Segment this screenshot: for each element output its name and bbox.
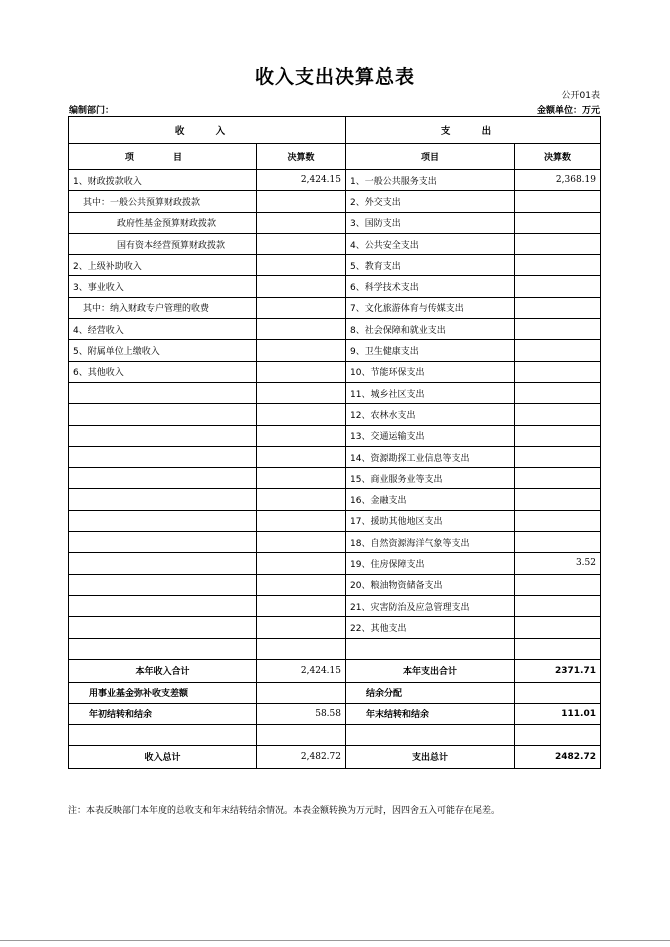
expense-item-cell: 1、一般公共服务支出 bbox=[346, 170, 515, 191]
table-row bbox=[69, 255, 601, 276]
expense-item-cell: 7、文化旅游体育与传媒支出 bbox=[346, 297, 515, 318]
expense-amount-cell bbox=[515, 340, 601, 361]
income-amount-cell bbox=[257, 276, 346, 297]
table-row bbox=[69, 532, 601, 553]
table-row bbox=[69, 170, 601, 191]
income-amount-cell bbox=[257, 425, 346, 446]
income-amount-cell bbox=[257, 617, 346, 638]
table-row bbox=[69, 446, 601, 467]
expense-item-cell: 20、粮油物资储备支出 bbox=[346, 574, 515, 595]
income-amount-cell bbox=[257, 340, 346, 361]
income-item-cell: 4、经营收入 bbox=[69, 319, 257, 340]
expense-amount-cell bbox=[515, 574, 601, 595]
table-row bbox=[69, 595, 601, 616]
income-amount-cell bbox=[257, 191, 346, 212]
expense-year-total-label: 本年支出合计 bbox=[346, 659, 515, 682]
table-row bbox=[69, 361, 601, 382]
expense-item-cell: 3、国防支出 bbox=[346, 212, 515, 233]
expense-amount-cell bbox=[515, 425, 601, 446]
income-item-cell bbox=[69, 510, 257, 531]
income-expense-table bbox=[68, 116, 601, 769]
income-item-cell: 1、财政拨款收入 bbox=[69, 170, 257, 191]
income-amount-cell bbox=[257, 255, 346, 276]
surplus-value bbox=[515, 682, 601, 703]
grand-total-row bbox=[69, 745, 601, 768]
income-grand-total-value: 2,482.72 bbox=[257, 745, 346, 768]
income-item-cell bbox=[69, 468, 257, 489]
expense-amount-cell bbox=[515, 191, 601, 212]
income-amount-header: 决算数 bbox=[257, 144, 346, 170]
income-year-total-label: 本年收入合计 bbox=[69, 659, 257, 682]
table-row bbox=[69, 276, 601, 297]
income-item-cell bbox=[69, 595, 257, 616]
expense-item-cell: 17、援助其他地区支出 bbox=[346, 510, 515, 531]
income-year-total-value: 2,424.15 bbox=[257, 659, 346, 682]
income-amount-cell bbox=[257, 595, 346, 616]
expense-item-cell: 14、资源勘探工业信息等支出 bbox=[346, 446, 515, 467]
table-row bbox=[69, 510, 601, 531]
table-row bbox=[69, 489, 601, 510]
fund-row bbox=[69, 682, 601, 703]
income-amount-cell bbox=[257, 212, 346, 233]
expense-item-cell: 2、外交支出 bbox=[346, 191, 515, 212]
expense-year-total-value: 2371.71 bbox=[515, 659, 601, 682]
income-amount-cell bbox=[257, 361, 346, 382]
table-row bbox=[69, 553, 601, 574]
table-row bbox=[69, 212, 601, 233]
income-amount-cell bbox=[257, 468, 346, 489]
income-amount-cell bbox=[257, 382, 346, 403]
income-item-cell: 国有资本经营预算财政拨款 bbox=[69, 233, 257, 254]
table-body bbox=[69, 170, 601, 660]
income-amount-cell bbox=[257, 319, 346, 340]
expense-item-cell: 15、商业服务业等支出 bbox=[346, 468, 515, 489]
expense-header: 支 出 bbox=[346, 117, 601, 144]
expense-item-cell: 16、金融支出 bbox=[346, 489, 515, 510]
income-item-cell bbox=[69, 425, 257, 446]
income-amount-cell bbox=[257, 553, 346, 574]
department-label: 编制部门： bbox=[69, 106, 115, 116]
expense-item-cell: 19、住房保障支出 bbox=[346, 553, 515, 574]
income-item-cell bbox=[69, 404, 257, 425]
expense-item-cell: 10、节能环保支出 bbox=[346, 361, 515, 382]
income-item-cell bbox=[69, 532, 257, 553]
surplus-label: 结余分配 bbox=[346, 682, 515, 703]
income-item-cell: 5、附属单位上缴收入 bbox=[69, 340, 257, 361]
blank-row bbox=[69, 724, 601, 745]
income-amount-cell bbox=[257, 574, 346, 595]
income-amount-cell bbox=[257, 233, 346, 254]
income-item-header: 项 目 bbox=[69, 144, 257, 170]
expense-amount-cell bbox=[515, 468, 601, 489]
year-total-row bbox=[69, 659, 601, 682]
fund-value bbox=[257, 682, 346, 703]
income-header: 收 入 bbox=[69, 117, 346, 144]
income-amount-cell: 2,424.15 bbox=[257, 170, 346, 191]
income-item-cell bbox=[69, 617, 257, 638]
expense-amount-cell bbox=[515, 361, 601, 382]
income-item-cell bbox=[69, 446, 257, 467]
table-header-row-2 bbox=[69, 144, 601, 170]
expense-amount-cell bbox=[515, 319, 601, 340]
table-row bbox=[69, 191, 601, 212]
table-row bbox=[69, 319, 601, 340]
expense-item-cell: 5、教育支出 bbox=[346, 255, 515, 276]
page-title: 收入支出决算总表 bbox=[254, 66, 415, 88]
table-row bbox=[69, 574, 601, 595]
expense-item-cell bbox=[346, 638, 515, 659]
expense-amount-cell bbox=[515, 255, 601, 276]
expense-amount-cell bbox=[515, 446, 601, 467]
expense-amount-cell bbox=[515, 617, 601, 638]
table-row bbox=[69, 382, 601, 403]
table-row bbox=[69, 468, 601, 489]
page-bottom-divider bbox=[0, 940, 670, 941]
income-item-cell bbox=[69, 382, 257, 403]
table-row bbox=[69, 404, 601, 425]
income-amount-cell bbox=[257, 489, 346, 510]
table-row bbox=[69, 297, 601, 318]
income-item-cell: 3、事业收入 bbox=[69, 276, 257, 297]
fund-label: 用事业基金弥补收支差额 bbox=[69, 682, 257, 703]
income-amount-cell bbox=[257, 446, 346, 467]
income-grand-total-label: 收入总计 bbox=[69, 745, 257, 768]
end-balance-value: 111.01 bbox=[515, 703, 601, 724]
table-row bbox=[69, 617, 601, 638]
expense-amount-cell bbox=[515, 595, 601, 616]
expense-amount-cell bbox=[515, 212, 601, 233]
table-row bbox=[69, 638, 601, 659]
expense-amount-cell: 2,368.19 bbox=[515, 170, 601, 191]
unit-label: 金额单位：万元 bbox=[536, 106, 600, 116]
income-amount-cell bbox=[257, 297, 346, 318]
expense-item-cell: 11、城乡社区支出 bbox=[346, 382, 515, 403]
expense-item-cell: 4、公共安全支出 bbox=[346, 233, 515, 254]
income-amount-cell bbox=[257, 532, 346, 553]
expense-amount-cell bbox=[515, 382, 601, 403]
expense-item-cell: 13、交通运输支出 bbox=[346, 425, 515, 446]
income-amount-cell bbox=[257, 638, 346, 659]
income-item-cell: 其中：纳入财政专户管理的收费 bbox=[69, 297, 257, 318]
expense-amount-cell bbox=[515, 532, 601, 553]
expense-amount-cell bbox=[515, 510, 601, 531]
income-amount-cell bbox=[257, 510, 346, 531]
income-item-cell bbox=[69, 574, 257, 595]
expense-amount-cell bbox=[515, 489, 601, 510]
expense-item-cell: 6、科学技术支出 bbox=[346, 276, 515, 297]
expense-amount-header: 决算数 bbox=[515, 144, 601, 170]
expense-item-cell: 22、其他支出 bbox=[346, 617, 515, 638]
expense-amount-cell bbox=[515, 233, 601, 254]
begin-balance-label: 年初结转和结余 bbox=[69, 703, 257, 724]
expense-grand-total-value: 2482.72 bbox=[515, 745, 601, 768]
table-row bbox=[69, 233, 601, 254]
expense-item-cell: 18、自然资源海洋气象等支出 bbox=[346, 532, 515, 553]
expense-item-header: 项目 bbox=[346, 144, 515, 170]
income-item-cell bbox=[69, 553, 257, 574]
income-item-cell bbox=[69, 638, 257, 659]
income-item-cell: 其中：一般公共预算财政拨款 bbox=[69, 191, 257, 212]
table-header-row-1 bbox=[69, 117, 601, 144]
expense-item-cell: 21、灾害防治及应急管理支出 bbox=[346, 595, 515, 616]
income-item-cell: 6、其他收入 bbox=[69, 361, 257, 382]
footnote: 注：本表反映部门本年度的总收支和年末结转结余情况。本表金额转换为万元时，因四舍五入可能存在尾差。 bbox=[68, 806, 501, 816]
expense-item-cell: 8、社会保障和就业支出 bbox=[346, 319, 515, 340]
income-amount-cell bbox=[257, 404, 346, 425]
expense-amount-cell bbox=[515, 297, 601, 318]
expense-grand-total-label: 支出总计 bbox=[346, 745, 515, 768]
income-item-cell: 2、上级补助收入 bbox=[69, 255, 257, 276]
begin-balance-value: 58.58 bbox=[257, 703, 346, 724]
income-item-cell: 政府性基金预算财政拨款 bbox=[69, 212, 257, 233]
expense-amount-cell: 3.52 bbox=[515, 553, 601, 574]
expense-amount-cell bbox=[515, 404, 601, 425]
expense-amount-cell bbox=[515, 638, 601, 659]
end-balance-label: 年末结转和结余 bbox=[346, 703, 515, 724]
carryover-row bbox=[69, 703, 601, 724]
income-item-cell bbox=[69, 489, 257, 510]
expense-item-cell: 9、卫生健康支出 bbox=[346, 340, 515, 361]
expense-amount-cell bbox=[515, 276, 601, 297]
table-row bbox=[69, 340, 601, 361]
expense-item-cell: 12、农林水支出 bbox=[346, 404, 515, 425]
table-row bbox=[69, 425, 601, 446]
form-number: 公开01表 bbox=[561, 91, 600, 101]
